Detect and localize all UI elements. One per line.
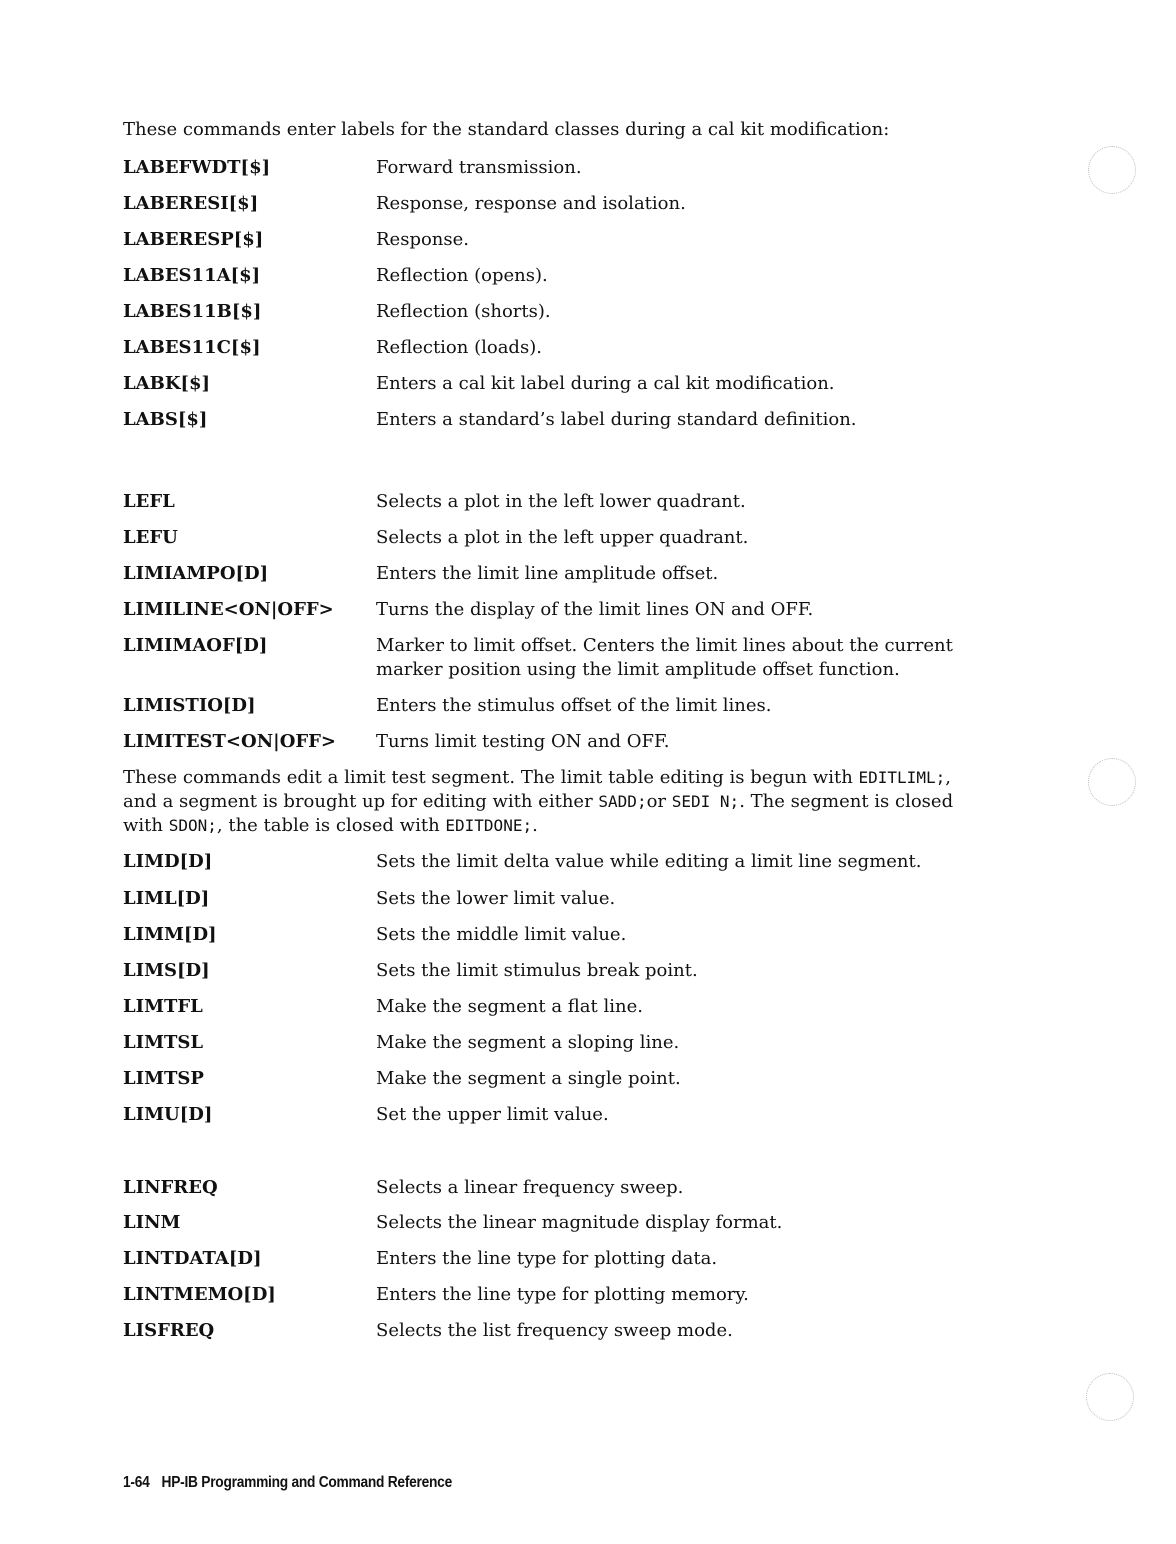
command-name: LIMU[D] xyxy=(123,1104,213,1125)
command-row xyxy=(123,1103,1023,1129)
command-description: Make the segment a flat line. xyxy=(376,996,643,1017)
command-row xyxy=(123,300,1023,326)
command-description: Enters the line type for plotting memory. xyxy=(376,1284,749,1305)
command-row xyxy=(123,1176,1023,1202)
command-name: LIMIMAOF[D] xyxy=(123,635,268,656)
command-name: LABEFWDT[$] xyxy=(123,157,271,178)
command-row xyxy=(123,850,1023,876)
segment-intro-text: , and a segment is brought up for editing with either xyxy=(123,767,951,812)
command-name: LIMTSP xyxy=(123,1068,204,1089)
command-row xyxy=(123,694,1023,720)
command-row xyxy=(123,923,1023,949)
page-number: 1-64 xyxy=(123,1474,150,1491)
command-name: LABK[$] xyxy=(123,373,211,394)
command-row xyxy=(123,1247,1023,1273)
code-sedi: SEDI N; xyxy=(671,792,740,811)
command-description: Enters the line type for plotting data. xyxy=(376,1248,718,1269)
command-row xyxy=(123,1319,1023,1345)
command-name: LIML[D] xyxy=(123,888,210,909)
command-description: Turns limit testing ON and OFF. xyxy=(376,731,670,752)
command-row xyxy=(123,228,1023,254)
command-row xyxy=(123,156,1023,182)
binder-hole xyxy=(1088,146,1136,194)
command-description: Selects the linear magnitude display format. xyxy=(376,1212,783,1233)
command-name: LABS[$] xyxy=(123,409,208,430)
command-description: Enters the limit line amplitude offset. xyxy=(376,563,719,584)
command-description: Selects the list frequency sweep mode. xyxy=(376,1320,733,1341)
command-name: LABERESI[$] xyxy=(123,193,259,214)
command-description: Enters a cal kit label during a cal kit modification. xyxy=(376,373,835,394)
command-description: Make the segment a single point. xyxy=(376,1068,681,1089)
command-name: LEFU xyxy=(123,527,178,548)
code-editliml: EDITLIML; xyxy=(858,768,946,787)
segment-intro-paragraph xyxy=(123,766,1023,838)
command-row xyxy=(123,192,1023,218)
command-name: LABES11C[$] xyxy=(123,337,261,358)
command-name: LIMIAMPO[D] xyxy=(123,563,269,584)
command-name: LIMTSL xyxy=(123,1032,204,1053)
binder-hole xyxy=(1086,1373,1134,1421)
command-description: Enters the stimulus offset of the limit lines. xyxy=(376,695,772,716)
command-row xyxy=(123,634,1023,684)
command-description: Reflection (loads). xyxy=(376,337,542,358)
command-row xyxy=(123,1031,1023,1057)
command-description: Enters a standard’s label during standard definition. xyxy=(376,409,857,430)
command-name: LIMD[D] xyxy=(123,851,213,872)
command-row xyxy=(123,372,1023,398)
command-name: LABERESP[$] xyxy=(123,229,264,250)
command-row xyxy=(123,598,1023,624)
command-row xyxy=(123,730,1023,756)
command-name: LIMS[D] xyxy=(123,960,210,981)
command-row xyxy=(123,490,1023,516)
labels-intro-paragraph: These commands enter labels for the standard classes during a cal kit modification: xyxy=(123,119,890,140)
command-description: Sets the lower limit value. xyxy=(376,888,616,909)
command-name: LINM xyxy=(123,1212,181,1233)
segment-intro-text: These commands edit a limit test segment. The limit table editing is begun with xyxy=(123,767,859,788)
command-row xyxy=(123,1067,1023,1093)
command-description: Reflection (opens). xyxy=(376,265,548,286)
command-name: LIMILINE<ON|OFF> xyxy=(123,599,334,620)
command-description: Response. xyxy=(376,229,470,250)
command-row xyxy=(123,408,1023,434)
command-description: Marker to limit offset. Centers the limit lines about the current marker position using the limit amplitude offset function. xyxy=(376,635,953,680)
command-description: Response, response and isolation. xyxy=(376,193,686,214)
command-row xyxy=(123,959,1023,985)
command-description: Forward transmission. xyxy=(376,157,582,178)
command-name: LIMM[D] xyxy=(123,924,217,945)
command-name: LABES11B[$] xyxy=(123,301,262,322)
command-name: LINFREQ xyxy=(123,1177,218,1198)
command-description: Set the upper limit value. xyxy=(376,1104,609,1125)
command-name: LIMITEST<ON|OFF> xyxy=(123,731,337,752)
command-row xyxy=(123,887,1023,913)
command-description: Reflection (shorts). xyxy=(376,301,551,322)
footer-title: HP-IB Programming and Command Reference xyxy=(161,1474,452,1491)
command-description: Sets the middle limit value. xyxy=(376,924,627,945)
code-sadd: SADD; xyxy=(598,792,647,811)
segment-intro-text: , the table is closed with xyxy=(216,815,446,836)
command-description: Turns the display of the limit lines ON and OFF. xyxy=(376,599,814,620)
command-row xyxy=(123,336,1023,362)
command-description: Selects a linear frequency sweep. xyxy=(376,1177,684,1198)
command-row xyxy=(123,1283,1023,1309)
binder-hole xyxy=(1088,758,1136,806)
code-sdon: SDON; xyxy=(168,816,217,835)
page-footer xyxy=(123,1474,452,1492)
command-name: LIMTFL xyxy=(123,996,203,1017)
segment-intro-text: or xyxy=(646,791,672,812)
command-description: Sets the limit stimulus break point. xyxy=(376,960,698,981)
command-name: LINTMEMO[D] xyxy=(123,1284,276,1305)
command-description: Make the segment a sloping line. xyxy=(376,1032,680,1053)
code-editdone: EDITDONE; xyxy=(445,816,533,835)
command-name: LEFL xyxy=(123,491,175,512)
command-name: LIMISTIO[D] xyxy=(123,695,256,716)
command-description: Selects a plot in the left lower quadrant. xyxy=(376,491,746,512)
command-name: LISFREQ xyxy=(123,1320,215,1341)
command-description: Sets the limit delta value while editing a limit line segment. xyxy=(376,851,922,872)
command-name: LABES11A[$] xyxy=(123,265,261,286)
command-name: LINTDATA[D] xyxy=(123,1248,262,1269)
segment-intro-text: . The segment is closed with xyxy=(123,791,954,836)
command-row xyxy=(123,264,1023,290)
command-row xyxy=(123,1211,1023,1237)
command-row xyxy=(123,526,1023,552)
command-description: Selects a plot in the left upper quadrant. xyxy=(376,527,749,548)
segment-intro-text: . xyxy=(532,815,538,836)
command-row xyxy=(123,995,1023,1021)
command-row xyxy=(123,562,1023,588)
